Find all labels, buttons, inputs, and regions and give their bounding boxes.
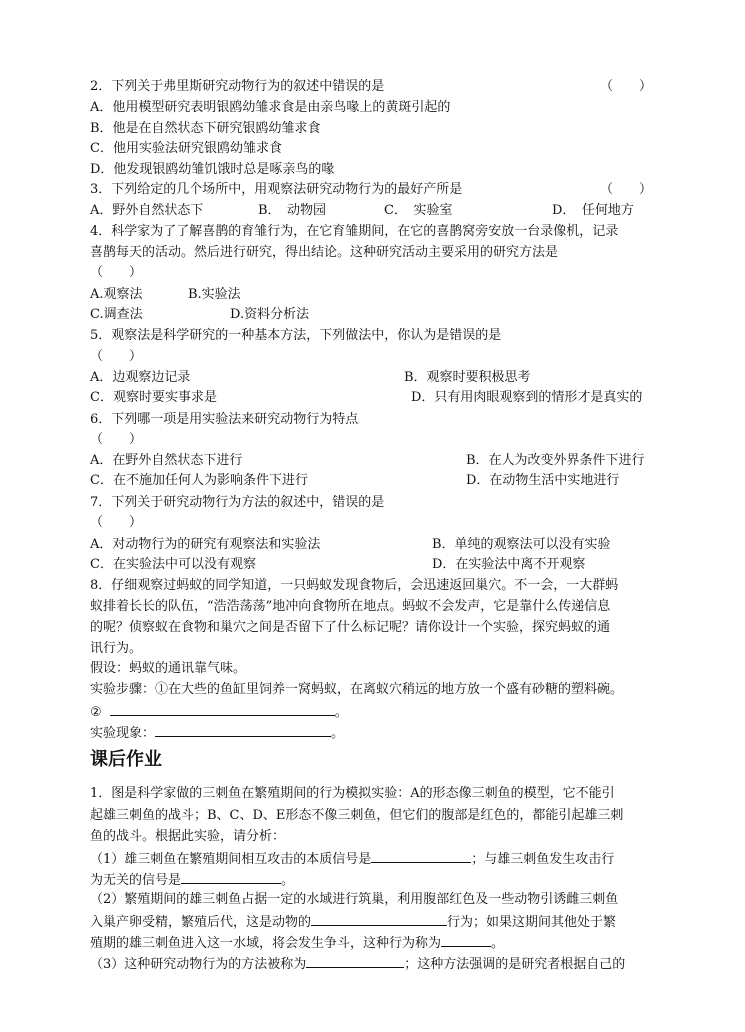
hw1-intro-line2: 起雄三刺鱼的战斗；B、C、D、E形态不像三刺鱼，但它们的腹部是红色的，都能引起雄三刺: [90, 808, 624, 823]
hw1-sub1-text-c: 为无关的信号是: [90, 873, 182, 888]
hw1-sub3-blank1[interactable]: [306, 954, 404, 968]
q7-option-c: C．在实验法中可以没有观察: [90, 557, 256, 572]
q8-step2-line: [90, 702, 348, 722]
hw1-sub2-line1: （2）繁殖期间的雄三刺鱼占据一定的水域进行筑巢，利用腹部红色及一些动物引诱雌三刺鱼: [90, 892, 619, 907]
q7-option-a: A．对动物行为的研究有观察法和实验法: [90, 537, 321, 552]
q6-option-b: B．在人为改变外界条件下进行: [466, 453, 645, 468]
q8-steps: 实验步骤：①在大些的鱼缸里饲养一窝蚂蚁，在离蚁穴稍远的地方放一个盛有砂糖的塑料碗。: [90, 682, 624, 697]
q7-answer-paren[interactable]: （ ）: [90, 515, 143, 530]
q3-option-d: D． 任何地方: [552, 203, 634, 218]
q6-option-a: A．在野外自然状态下进行: [90, 453, 243, 468]
q8-phenomenon-line: [90, 723, 344, 743]
q2-option-a: A．他用模型研究表明银鸥幼雏求食是由亲鸟喙上的黄斑引起的: [90, 100, 451, 115]
q6-answer-paren[interactable]: （ ）: [90, 432, 143, 447]
hw1-sub3-text-b: ；这种方法强调的是研究者根据自己的: [404, 957, 626, 972]
q8-step2-label: ②: [90, 705, 102, 720]
q2-option-c: C．他用实验法研究银鸥幼雏求食: [90, 141, 282, 156]
hw1-sub1-text-d: 。: [281, 873, 295, 888]
q7-option-d: D．在实验法中离不开观察: [432, 557, 586, 572]
hw1-sub2-text-e: 。: [491, 936, 505, 951]
hw1-sub2-blank1[interactable]: [311, 912, 447, 926]
hw1-sub1-line2: [90, 870, 294, 890]
hw1-sub2-text-d: 殖期的雄三刺鱼进入这一水域，将会发生争斗，这种行为称为: [90, 936, 442, 951]
q2-stem: 2．下列关于弗里斯研究动物行为的叙述中错误的是: [90, 79, 385, 94]
q6-option-c: C．在不施加任何人为影响条件下进行: [90, 473, 308, 488]
hw1-sub2-blank2[interactable]: [441, 933, 491, 947]
homework-title: 课后作业: [90, 749, 162, 770]
q5-option-d: D．只有用肉眼观察到的情形才是真实的: [411, 390, 643, 405]
q8-stem-line4: 讯行为。: [90, 641, 143, 656]
hw1-sub2-line3: [90, 933, 504, 953]
q5-option-b: B．观察时要积极思考: [404, 370, 531, 385]
q5-option-a: A．边观察边记录: [90, 370, 191, 385]
q3-option-a: A．野外自然状态下: [90, 203, 204, 218]
hw1-sub1-blank2[interactable]: [181, 870, 281, 884]
hw1-sub1-text-a: （1）雄三刺鱼在繁殖期间相互攻击的本质信号是: [90, 852, 372, 867]
q5-option-c: C．观察时要实事求是: [90, 390, 217, 405]
hw1-intro-line1: 1．图是科学家做的三刺鱼在繁殖期间的行为模拟实验：A的形态像三刺鱼的模型，它不能引: [90, 786, 615, 801]
hw1-sub1-blank1[interactable]: [371, 849, 471, 863]
q2-answer-paren[interactable]: （ ）: [600, 79, 653, 94]
hw1-sub1-text-b: ；与雄三刺鱼发生攻击行: [471, 852, 615, 867]
q4-stem-line2: 喜鹊每天的活动。然后进行研究，得出结论。这种研究活动主要采用的研究方法是: [90, 245, 559, 260]
q6-option-d: D．在动物生活中实地进行: [466, 473, 620, 488]
hw1-sub2-text-b: 入巢产卵受精，繁殖后代，这是动物的: [90, 915, 312, 930]
q2-option-d: D．他发现银鸥幼雏饥饿时总是啄亲鸟的喙: [90, 162, 335, 177]
q8-stem-line3: 的呢？侦察蚁在食物和巢穴之间是否留下了什么标记呢？请你设计一个实验，探究蚂蚁的通: [90, 620, 611, 635]
q5-stem: 5．观察法是科学研究的一种基本方法，下列做法中，你认为是错误的是: [90, 328, 502, 343]
hw1-sub3-text-a: （3）这种研究动物行为的方法被称为: [90, 957, 307, 972]
hw1-intro-line3: 鱼的战斗。根据此实验，请分析：: [90, 829, 286, 844]
q8-phenomenon-end: 。: [331, 726, 345, 741]
q8-step2-end: 。: [334, 705, 348, 720]
q4-answer-paren[interactable]: （ ）: [90, 265, 143, 280]
q3-option-c: C． 实验室: [384, 203, 453, 218]
hw1-sub2-text-c: 行为；如果这期间其他处于繁: [447, 915, 617, 930]
q8-stem-line1: 8．仔细观察过蚂蚁的同学知道，一只蚂蚁发现食物后，会迅速返回巢穴。不一会，一大群蚂: [90, 578, 619, 593]
q7-option-b: B．单纯的观察法可以没有实验: [432, 537, 611, 552]
q8-stem-line2: 蚁排着长长的队伍，“浩浩荡荡”地冲向食物所在地点。蚂蚁不会发声，它是靠什么传递信息: [90, 599, 611, 614]
q4-option-b: B.实验法: [188, 287, 241, 302]
hw1-sub3-line1: [90, 954, 625, 974]
q8-phenomenon-label: 实验现象：: [90, 726, 156, 741]
q4-stem-line1: 4．科学家为了了解喜鹊的育雏行为，在它育雏期间，在它的喜鹊窝旁安放一台录像机，记录: [90, 224, 619, 239]
q4-option-c: C.调查法: [90, 307, 143, 322]
q4-option-d: D.资料分析法: [230, 307, 310, 322]
q8-hypothesis: 假设：蚂蚁的通讯靠气味。: [90, 661, 247, 676]
q6-stem: 6．下列哪一项是用实验法来研究动物行为特点: [90, 412, 359, 427]
q2-option-b: B．他是在自然状态下研究银鸥幼雏求食: [90, 121, 321, 136]
q4-option-a: A.观察法: [90, 287, 143, 302]
q5-answer-paren[interactable]: （ ）: [90, 349, 143, 364]
q3-answer-paren[interactable]: （ ）: [600, 182, 653, 197]
q3-option-b: B． 动物园: [258, 203, 327, 218]
hw1-sub1-line1: [90, 849, 614, 869]
q8-step2-blank[interactable]: [110, 702, 335, 716]
q3-stem: 3．下列给定的几个场所中，用观察法研究动物行为的最好产所是: [90, 182, 463, 197]
q7-stem: 7．下列关于研究动物行为方法的叙述中，错误的是: [90, 495, 385, 510]
q8-phenomenon-blank[interactable]: [155, 723, 331, 737]
hw1-sub2-line2: [90, 912, 616, 932]
